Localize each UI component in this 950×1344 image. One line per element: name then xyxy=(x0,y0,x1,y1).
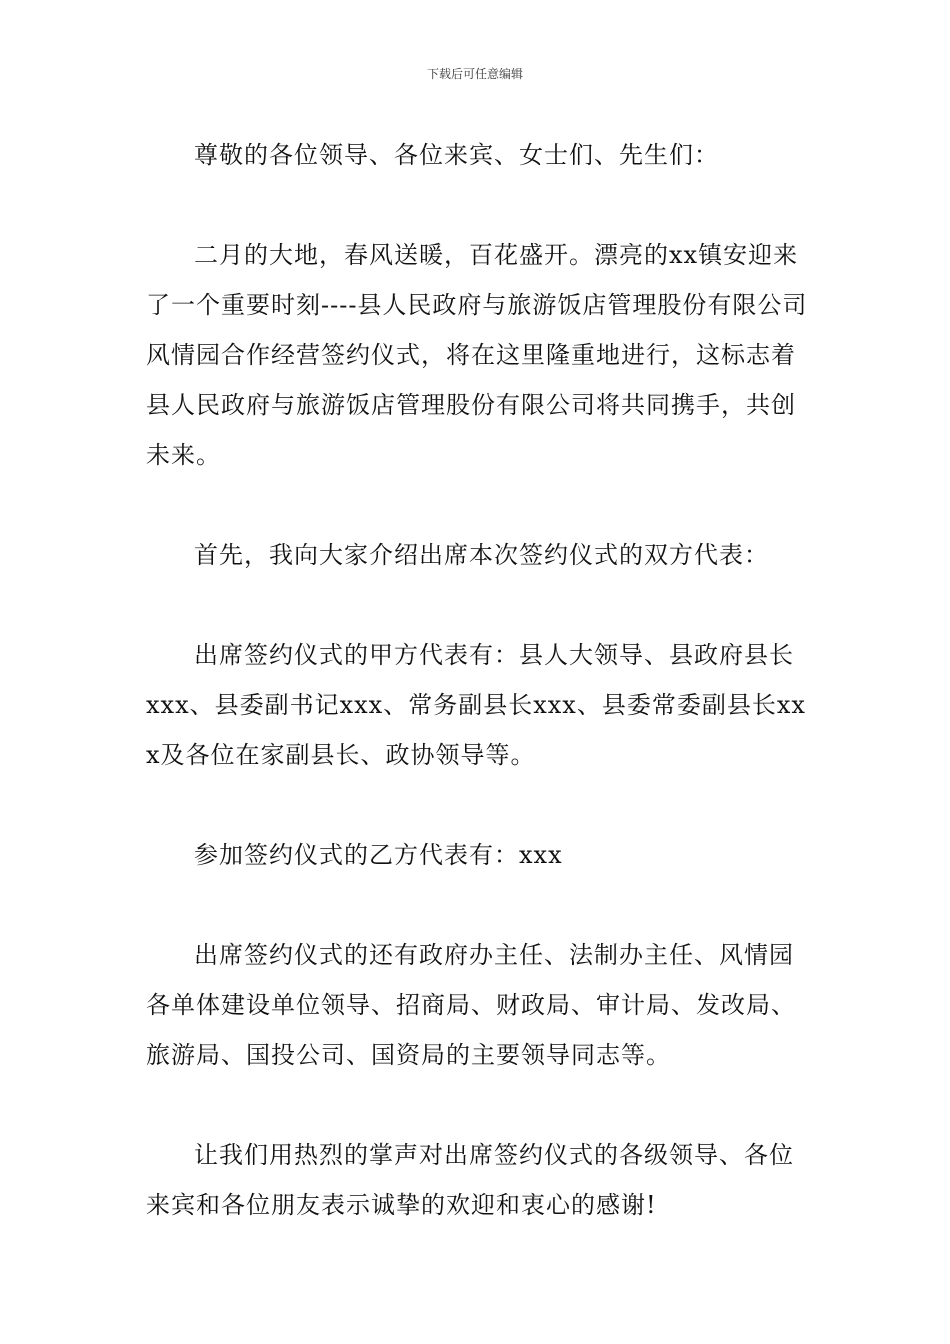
paragraph-gap xyxy=(146,780,808,830)
paragraph-gap xyxy=(146,180,808,230)
paragraph-thanks: 让我们用热烈的掌声对出席签约仪式的各级领导、各位来宾和各位朋友表示诚挚的欢迎和衷心的感谢! xyxy=(146,1141,794,1219)
paragraph-party-b: 参加签约仪式的乙方代表有：xxx xyxy=(194,841,563,869)
document-body xyxy=(146,130,808,1230)
salutation: 尊敬的各位领导、各位来宾、女士们、先生们： xyxy=(194,141,719,169)
paragraph-introduction: 首先，我向大家介绍出席本次签约仪式的双方代表： xyxy=(194,541,769,569)
paragraph-gap xyxy=(146,1080,808,1130)
paragraph-gap xyxy=(146,580,808,630)
paragraph-gap xyxy=(146,480,808,530)
paragraph-attendees: 出席签约仪式的还有政府办主任、法制办主任、风情园各单体建设单位领导、招商局、财政局、审计局、发改局、旅游局、国投公司、国资局的主要领导同志等。 xyxy=(146,941,796,1069)
paragraph-gap xyxy=(146,880,808,930)
paragraph-party-a: 出席签约仪式的甲方代表有：县人大领导、县政府县长xxx、县委副书记xxx、常务副县长xxx、县委常委副县长xxx及各位在家副县长、政协领导等。 xyxy=(146,641,806,769)
header-note: 下载后可任意编辑 xyxy=(426,67,523,81)
paragraph-opening: 二月的大地，春风送暖，百花盛开。漂亮的xx镇安迎来了一个重要时刻----县人民政府与旅游饭店管理股份有限公司风情园合作经营签约仪式，将在这里隆重地进行，这标志着县人民政府与旅游饭店管理股份有限公司将共同携手，共创未来。 xyxy=(146,241,808,469)
